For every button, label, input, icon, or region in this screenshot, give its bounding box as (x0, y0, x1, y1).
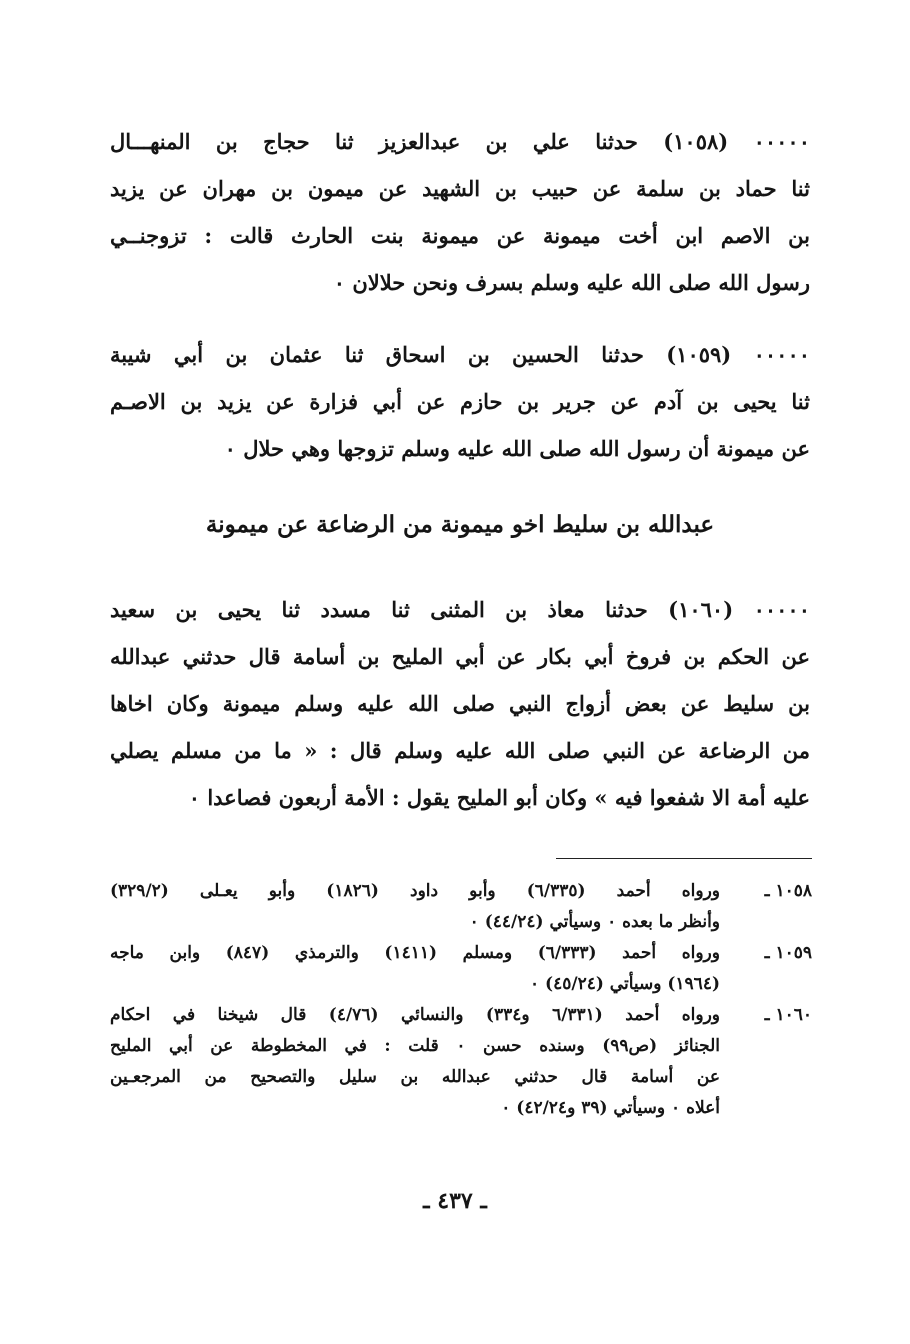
footnote-1060 (110, 1000, 812, 1124)
hadith-1058 (110, 118, 810, 306)
hadith-1060 (110, 586, 810, 821)
text-line: بن الاصم ابن أخت ميمونة عن ميمونة بنت الحارث قالت : تزوجنــي (110, 223, 810, 248)
footnote-number: ١٠٦٠ ـ (764, 1005, 812, 1025)
page-number: ـ ٤٣٧ ـ (423, 1188, 487, 1214)
footnote-line: ورواه أحمد (٦/٣٣٥) وأبو داود (١٨٢٦) وأبو يعـلى (٣٢٩/٢) (110, 881, 720, 901)
footnote-line: (١٩٦٤) وسيأتي (٤٥/٢٤) ٠ (529, 974, 720, 994)
text-line: ثنا يحيى بن آدم عن جرير بن حازم عن أبي فزارة عن يزيد بن الاصـم (110, 389, 810, 414)
text-line: بن سليط عن بعض أزواج النبي صلى الله عليه وسلم ميمونة وكان اخاها (110, 691, 810, 716)
text-line: ٠٠٠٠٠ (١٠٥٩) حدثنا الحسين بن اسحاق ثنا عثمان بن أبي شيبة (110, 342, 810, 367)
footnote-line: ورواه أحمد (٦/٣٣٣) ومسلم (١٤١١) والترمذي (٨٤٧) وابن ماجه (110, 943, 720, 963)
footnote-line: أعلاه ٠ وسيأتي (٣٩ و٤٢/٢٤) ٠ (501, 1098, 720, 1118)
footnote-1058 (110, 876, 812, 938)
text-line: عن الحكم بن فروخ أبي بكار عن أبي المليح بن أسامة قال حدثني عبدالله (110, 644, 810, 669)
text-line: ٠٠٠٠٠ (١٠٥٨) حدثنا علي بن عبدالعزيز ثنا حجاج بن المنهـــال (110, 129, 810, 154)
section-heading: عبدالله بن سليط اخو ميمونة من الرضاعة عن ميمونة (205, 511, 715, 538)
hadith-1059 (110, 331, 810, 472)
footnote-line: عن أسامة قال حدثني عبدالله بن سليل والتصحيح من المرجعـين (110, 1067, 720, 1087)
footnote-line: الجنائز (ص٩٩) وسنده حسن ٠ قلت : في المخطوطة عن أبي المليح (110, 1036, 720, 1056)
footnote-line: وأنظر ما بعده ٠ وسيأتي (٤٤/٢٤) ٠ (469, 912, 720, 932)
footnote-line: ورواه أحمد (٦/٣٣١ و٣٣٤) والنسائي (٤/٧٦) قال شيخنا في احكام (110, 1005, 720, 1025)
text-line: من الرضاعة عن النبي صلى الله عليه وسلم قال : « ما من مسلم يصلي (110, 738, 810, 763)
footnotes (110, 876, 812, 1124)
footnote-1059 (110, 938, 812, 1000)
footnote-separator (556, 858, 812, 859)
footnote-number: ١٠٥٩ ـ (764, 943, 812, 963)
text-line: رسول الله صلى الله عليه وسلم بسرف ونحن حلالان ٠ (333, 270, 810, 295)
footnote-number: ١٠٥٨ ـ (764, 881, 812, 901)
text-line: عليه أمة الا شفعوا فيه » وكان أبو المليح يقول : الأمة أربعون فصاعدا ٠ (188, 785, 810, 810)
text-line: ثنا حماد بن سلمة عن حبيب بن الشهيد عن ميمون بن مهران عن يزيد (110, 176, 810, 201)
text-line: ٠٠٠٠٠ (١٠٦٠) حدثنا معاذ بن المثنى ثنا مسدد ثنا يحيى بن سعيد (110, 597, 810, 622)
text-line: عن ميمونة أن رسول الله صلى الله عليه وسلم تزوجها وهي حلال ٠ (224, 436, 810, 461)
